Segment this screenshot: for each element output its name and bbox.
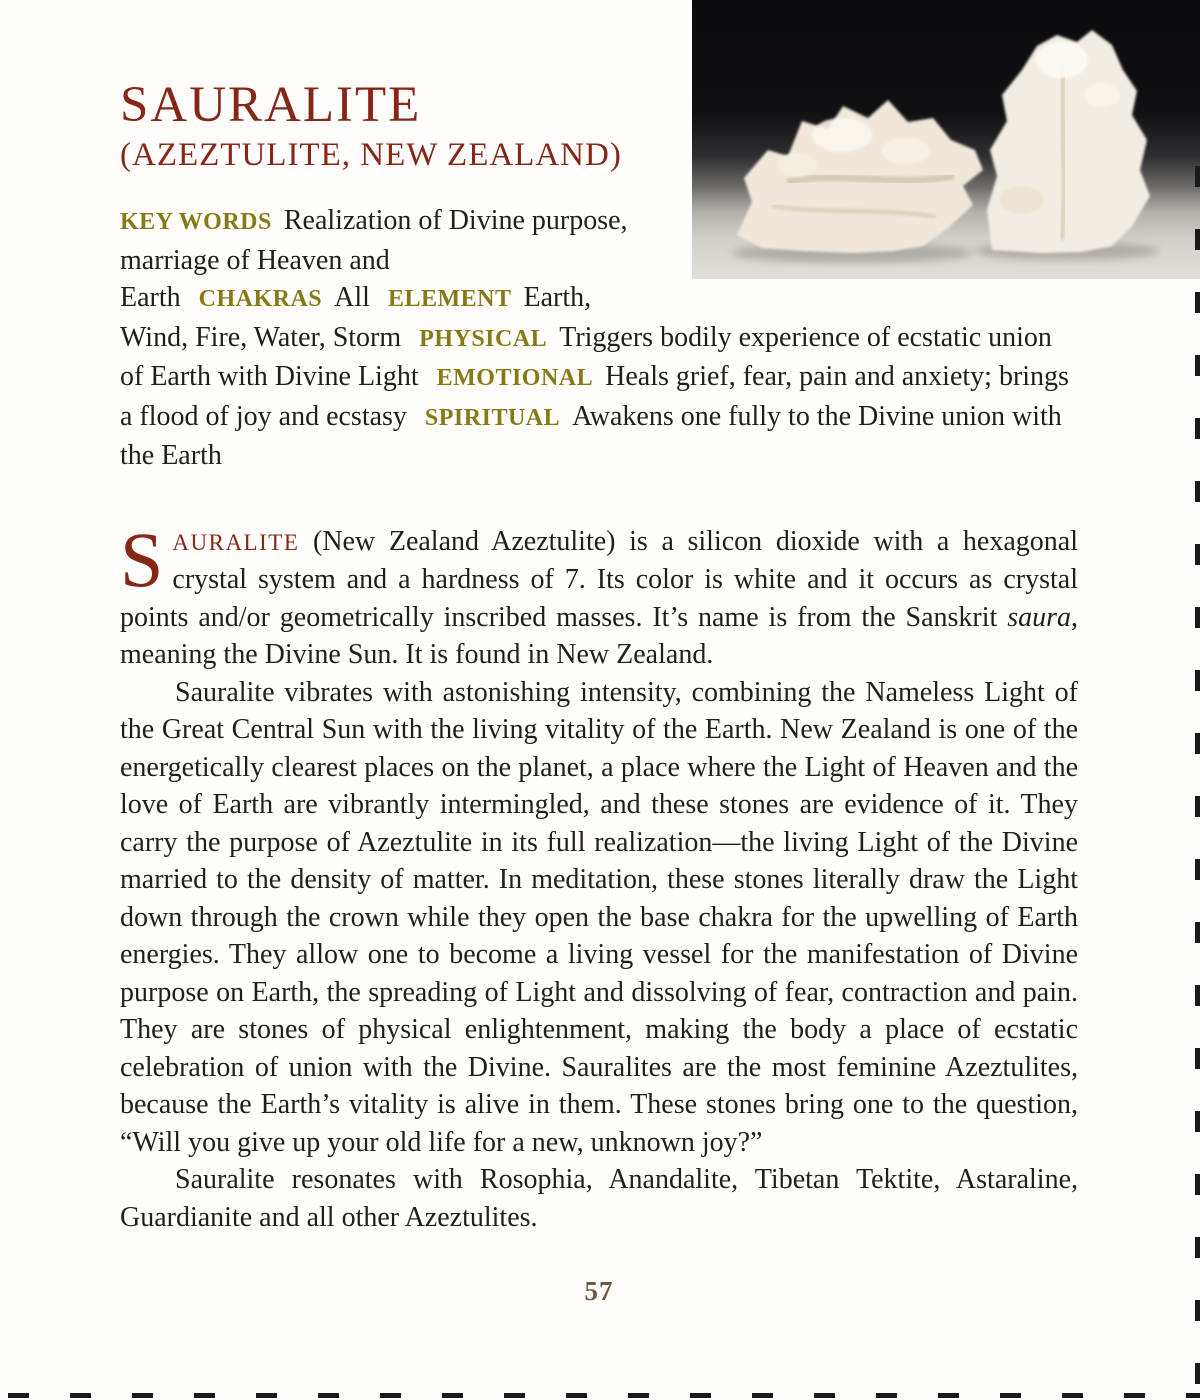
paragraph-2: Sauralite vibrates with astonishing intensity, combining the Nameless Light of the Great Central Sun with the living vitality of the Earth. New Zealand is one of the energetically clearest places on the planet, a place where the Light of Heaven and the love of Earth are vibrantly intermingled, and these stones are evidence of it. They carry the purpose of Azeztulite in its full realization—the living Light of the Divine married to the density of matter. In meditation, these stones literally draw the Light down through the crown while they open the base chakra for the upwelling of Earth energies. They allow one to become a living vessel for the manifestation of Divine purpose on Earth, the spreading of Light and dissolving of fear, contraction and pain. They are stones of physical enlightenment, making the body a place of ecstatic celebration of union with the Divine. Sauralites are the most feminine Azeztulites, because the Earth’s vitality is alive in them. These stones bring one to the question, “Will you give up your old life for a new, unknown joy?” bbox=[120, 676, 1078, 1158]
property-value-chakras: All bbox=[334, 282, 370, 313]
property-value-spiritual: Awakens one fully to the Divine union with the Earth bbox=[120, 400, 1062, 471]
property-value-key-words: Realization of Divine purpose, marriage of Heaven and Earth bbox=[120, 205, 628, 313]
paragraph-3: Sauralite resonates with Rosophia, Anandalite, Tibetan Tektite, Astaraline, Guardianite and all other Azeztulites. bbox=[120, 1164, 1078, 1233]
property-label-emotional: EMOTIONAL bbox=[436, 365, 594, 391]
lead-small-caps: AURALITE bbox=[172, 529, 300, 555]
properties-block bbox=[120, 202, 1078, 475]
property-value-physical: Triggers bodily experience of ecstatic union of Earth with Divine Light bbox=[120, 321, 1052, 392]
drop-cap: S bbox=[120, 515, 164, 603]
property-label-physical: PHYSICAL bbox=[419, 325, 548, 352]
text-column bbox=[120, 77, 1078, 1307]
photo-wrap-spacer bbox=[654, 202, 1078, 312]
paragraph-1-italic: saura bbox=[1007, 601, 1071, 633]
property-label-element: ELEMENT bbox=[387, 286, 512, 312]
property-label-spiritual: SPIRITUAL bbox=[424, 404, 561, 431]
paragraph-1-text-a: (New Zealand Azeztulite) is a silicon dioxide with a hexagonal crystal system and a hardness of 7. Its color is white and it occurs as crystal points and/or geometrically inscribed masses. It’s name is from the Sanskrit bbox=[120, 525, 1078, 633]
property-value-emotional: Heals grief, fear, pain and anxiety; brings a flood of joy and ecstasy bbox=[120, 361, 1069, 432]
page-subtitle: (AZEZTULITE, NEW ZEALAND) bbox=[120, 137, 622, 173]
body-text bbox=[120, 515, 1078, 1237]
page-number: 57 bbox=[584, 1276, 614, 1306]
bottom-edge-scan-marks bbox=[0, 1393, 1200, 1398]
paragraph-1-text-b: , meaning the Divine Sun. It is found in New Zealand. bbox=[120, 601, 1078, 670]
page-title: SAURALITE bbox=[120, 77, 422, 133]
property-value-element: Earth, Wind, Fire, Water, Storm bbox=[120, 282, 592, 353]
right-edge-scan-marks bbox=[1195, 166, 1200, 1400]
property-label-key-words: KEY WORDS bbox=[120, 209, 272, 235]
property-label-chakras: CHAKRAS bbox=[198, 286, 323, 312]
paragraph-1 bbox=[120, 515, 1078, 674]
